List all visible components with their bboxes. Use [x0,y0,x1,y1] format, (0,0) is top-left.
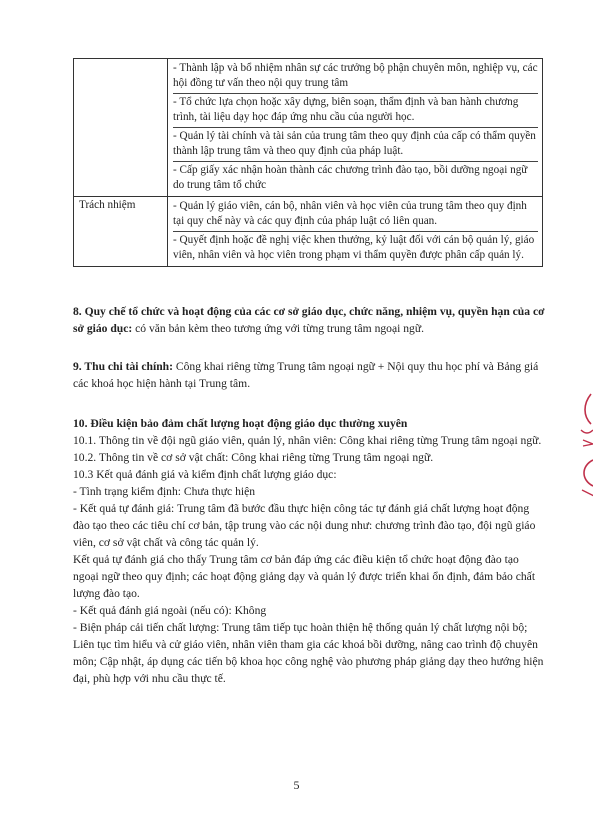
table-row [74,197,543,267]
table-row-label [74,59,168,197]
section-9-heading: 9. Thu chi tài chính: [73,360,173,373]
table-row-content [168,197,543,267]
section-9-text: Công khai riêng từng Trung tâm ngoại ngữ + Nội quy thu học phí và Bảng giá các khoá học hiện hành tại Trung tâm. [73,360,539,390]
list-item: - Quyết định hoặc đề nghị việc khen thưởng, kỷ luật đối với cán bộ quản lý, giáo viên, nhân viên và học viên trong phạm vi thẩm quyền được phân cấp quản lý. [173,234,535,261]
section-8 [73,303,547,337]
red-stamp-icon [573,390,593,500]
list-item: - Quản lý tài chính và tài sản của trung tâm theo quy định của cấp có thẩm quyền thành lập trung tâm và theo quy định của pháp luật. [173,128,538,162]
list-item: - Quản lý giáo viên, cán bộ, nhân viên và học viên của trung tâm theo quy định tại quy chế này và các quy định của pháp luật có liên quan. [173,198,538,232]
section-8-text: có văn bản kèm theo tương ứng với từng trung tâm ngoại ngữ. [132,322,425,335]
list-item: - Thành lập và bổ nhiệm nhân sự các trưởng bộ phận chuyên môn, nghiệp vụ, các hội đồng tư vấn theo nội quy trung tâm [173,60,538,94]
section-10-paragraph: - Biện pháp cải tiến chất lượng: Trung tâm tiếp tục hoàn thiện hệ thống quản lý chất lượng nội bộ; Liên tục tìm hiểu và cử giáo viên, nhân viên tham gia các khoá bồi dưỡng, nâng cao trình độ chuyên môn; Cập nhật, áp dụng các tiến bộ khoa học công nghệ vào phương pháp giảng dạy theo hướng hiện đại, phù hợp với nhu cầu thực tế. [73,621,544,685]
section-10-paragraph: 10.2. Thông tin về cơ sở vật chất: Công khai riêng từng Trung tâm ngoại ngữ. [73,451,434,464]
section-10-paragraph: 10.3 Kết quả đánh giá và kiểm định chất lượng giáo dục: [73,468,337,481]
list-item: - Tổ chức lựa chọn hoặc xây dựng, biên soạn, thẩm định và ban hành chương trình, tài liệu dạy học đáp ứng nhu cầu của người học. [173,94,538,128]
list-item: - Cấp giấy xác nhận hoàn thành các chương trình đào tạo, bồi dưỡng ngoại ngữ do trung tâm tổ chức [173,164,528,191]
table-row-content [168,59,543,197]
table-row-label: Trách nhiệm [74,197,168,267]
section-10-heading: 10. Điều kiện bảo đảm chất lượng hoạt động giáo dục thường xuyên [73,417,408,430]
responsibility-table [73,58,543,267]
section-10-paragraph: 10.1. Thông tin về đội ngũ giáo viên, quản lý, nhân viên: Công khai riêng từng Trung tâm ngoại ngữ. [73,434,542,447]
section-10-paragraph: - Kết quả tự đánh giá: Trung tâm đã bước đầu thực hiện công tác tự đánh giá chất lượng hoạt động đào tạo theo các tiêu chí cơ bản, tập trung vào các nội dung như: chương trình đào tạo, đội ngũ giáo viên, cơ sở vật chất và công tác quản lý. [73,502,536,549]
section-10-paragraph: - Tình trạng kiểm định: Chưa thực hiện [73,485,256,498]
section-10-paragraph: Kết quả tự đánh giá cho thấy Trung tâm cơ bản đáp ứng các điều kiện tổ chức hoạt động đào tạo ngoại ngữ theo quy định; các hoạt động giảng dạy và quản lý được triển khai ổn định, đảm bảo chất lượng đào tạo. [73,553,536,600]
section-8-heading: 8. Quy chế tổ chức và hoạt động của các cơ sở giáo dục, chức năng, nhiệm vụ, quyền hạn của cơ sở giáo dục: [73,305,545,335]
table-row [74,59,543,197]
section-10-paragraph: - Kết quả đánh giá ngoài (nếu có): Không [73,604,267,617]
section-9 [73,358,547,392]
page-number: 5 [293,778,300,792]
section-10 [73,415,547,687]
